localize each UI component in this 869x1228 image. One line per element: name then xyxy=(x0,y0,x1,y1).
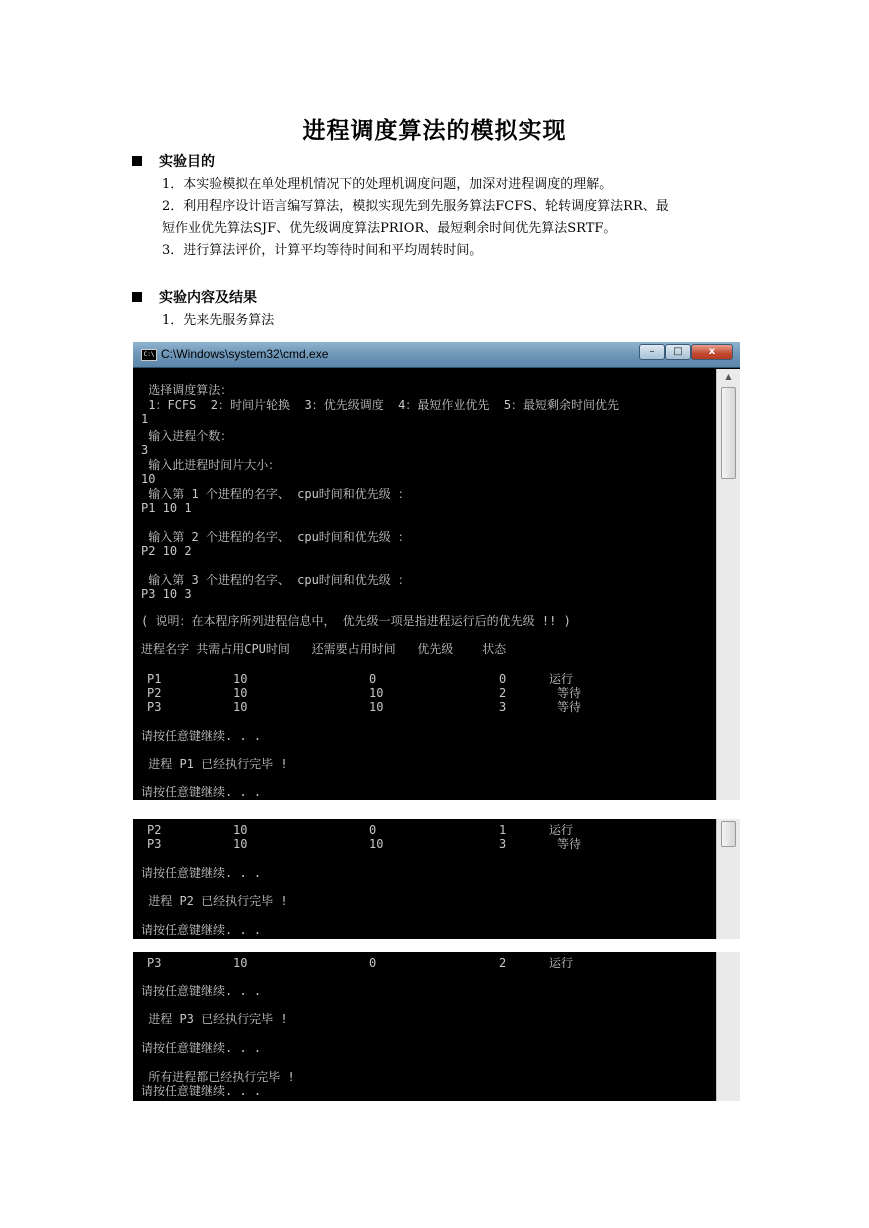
table-cell: 0 xyxy=(369,672,377,686)
table-cell: 等待 xyxy=(557,686,582,700)
vertical-scrollbar[interactable] xyxy=(716,819,740,939)
console-line: P1 10 1 xyxy=(141,501,192,515)
table-cell: 3 xyxy=(499,700,507,714)
console-window-2 xyxy=(133,819,740,939)
scrollbar-thumb[interactable] xyxy=(721,821,736,847)
table-cell: P1 xyxy=(147,672,162,686)
paragraph: 2．利用程序设计语言编写算法，模拟实现先到先服务算法FCFS、轮转调度算法RR、最 xyxy=(162,199,669,214)
console-line: ( 说明：在本程序所列进程信息中， 优先级一项是指进程运行后的优先级 !! ) xyxy=(141,614,571,628)
maximize-button[interactable]: □ xyxy=(665,344,691,360)
table-cell: 运行 xyxy=(549,823,574,837)
table-cell: 10 xyxy=(233,956,248,970)
console-line: P2 10 2 xyxy=(141,544,192,558)
console-line: 1 xyxy=(141,412,149,426)
document-title: 进程调度算法的模拟实现 xyxy=(302,118,567,144)
console-line: 输入进程个数： xyxy=(141,429,233,443)
table-cell: 运行 xyxy=(549,956,574,970)
paragraph: 短作业优先算法SJF、优先级调度算法PRIOR、最短剩余时间优先算法SRTF。 xyxy=(162,221,617,236)
section-heading-text: 实验内容及结果 xyxy=(159,290,257,306)
console-line: 请按任意键继续. . . xyxy=(141,923,262,937)
table-cell: 10 xyxy=(233,823,248,837)
table-cell: 10 xyxy=(233,837,248,851)
console-line: 3 xyxy=(141,443,149,457)
paragraph: 1．本实验模拟在单处理机情况下的处理机调度问题，加深对进程调度的理解。 xyxy=(162,177,613,192)
console-line: 请按任意键继续. . . xyxy=(141,1041,262,1055)
close-button[interactable]: x xyxy=(691,344,733,360)
table-cell: 等待 xyxy=(557,700,582,714)
table-cell: 运行 xyxy=(549,672,574,686)
paragraph: 1．先来先服务算法 xyxy=(162,313,275,328)
table-cell: 等待 xyxy=(557,837,582,851)
console-line: 请按任意键继续. . . xyxy=(141,785,262,799)
minimize-button[interactable]: – xyxy=(639,344,665,360)
console-line: 进程 P2 已经执行完毕 ! xyxy=(141,894,288,908)
paragraph: 3．进行算法评价，计算平均等待时间和平均周转时间。 xyxy=(162,243,483,258)
console-line: P3 10 3 xyxy=(141,587,192,601)
console-line: 10 xyxy=(141,472,156,486)
table-cell: P2 xyxy=(147,686,162,700)
table-cell: 10 xyxy=(233,672,248,686)
table-cell: 3 xyxy=(499,837,507,851)
console-window-1 xyxy=(133,342,740,800)
console-line: 所有进程都已经执行完毕 ! xyxy=(141,1070,295,1084)
console-line: 请按任意键继续. . . xyxy=(141,1084,262,1098)
console-line: 输入此进程时间片大小： xyxy=(141,458,281,472)
scrollbar-thumb[interactable] xyxy=(721,387,736,479)
table-cell: 0 xyxy=(369,956,377,970)
console-line: 选择调度算法： xyxy=(141,383,233,397)
square-bullet-icon xyxy=(132,156,142,166)
table-cell: P2 xyxy=(147,823,162,837)
section-heading-text: 实验目的 xyxy=(159,154,215,170)
table-cell: P3 xyxy=(147,700,162,714)
console-window-3 xyxy=(133,952,740,1101)
table-cell: 1 xyxy=(499,823,507,837)
scroll-up-icon[interactable]: ▲ xyxy=(725,372,732,381)
square-bullet-icon xyxy=(132,292,142,302)
console-line: 进程 P1 已经执行完毕 ! xyxy=(141,757,288,771)
console-line: 进程名字 共需占用CPU时间 还需要占用时间 优先级 状态 xyxy=(141,642,507,656)
table-cell: 10 xyxy=(369,837,384,851)
table-cell: P3 xyxy=(147,837,162,851)
table-cell: 10 xyxy=(233,686,248,700)
table-cell: 2 xyxy=(499,686,507,700)
table-cell: 0 xyxy=(369,823,377,837)
vertical-scrollbar[interactable] xyxy=(716,369,740,800)
window-title: C:\Windows\system32\cmd.exe xyxy=(161,347,329,361)
table-cell: 10 xyxy=(233,700,248,714)
console-line: 输入第 1 个进程的名字、 cpu时间和优先级 ： xyxy=(141,487,411,501)
vertical-scrollbar[interactable] xyxy=(716,952,740,1101)
table-cell: 10 xyxy=(369,686,384,700)
console-line: 请按任意键继续. . . xyxy=(141,729,262,743)
window-titlebar[interactable] xyxy=(133,342,740,368)
table-cell: 2 xyxy=(499,956,507,970)
console-line: 输入第 3 个进程的名字、 cpu时间和优先级 ： xyxy=(141,573,411,587)
table-cell: 0 xyxy=(499,672,507,686)
table-cell: 10 xyxy=(369,700,384,714)
console-line: 1：FCFS 2：时间片轮换 3：优先级调度 4：最短作业优先 5：最短剩余时间优先 xyxy=(141,398,620,412)
console-line: 进程 P3 已经执行完毕 ! xyxy=(141,1012,288,1026)
table-cell: P3 xyxy=(147,956,162,970)
console-line: 输入第 2 个进程的名字、 cpu时间和优先级 ： xyxy=(141,530,411,544)
console-line: 请按任意键继续. . . xyxy=(141,984,262,998)
console-line: 请按任意键继续. . . xyxy=(141,866,262,880)
cmd-icon: C:\ xyxy=(141,349,157,361)
section-heading-content xyxy=(132,288,257,308)
section-heading-purpose xyxy=(132,152,215,172)
